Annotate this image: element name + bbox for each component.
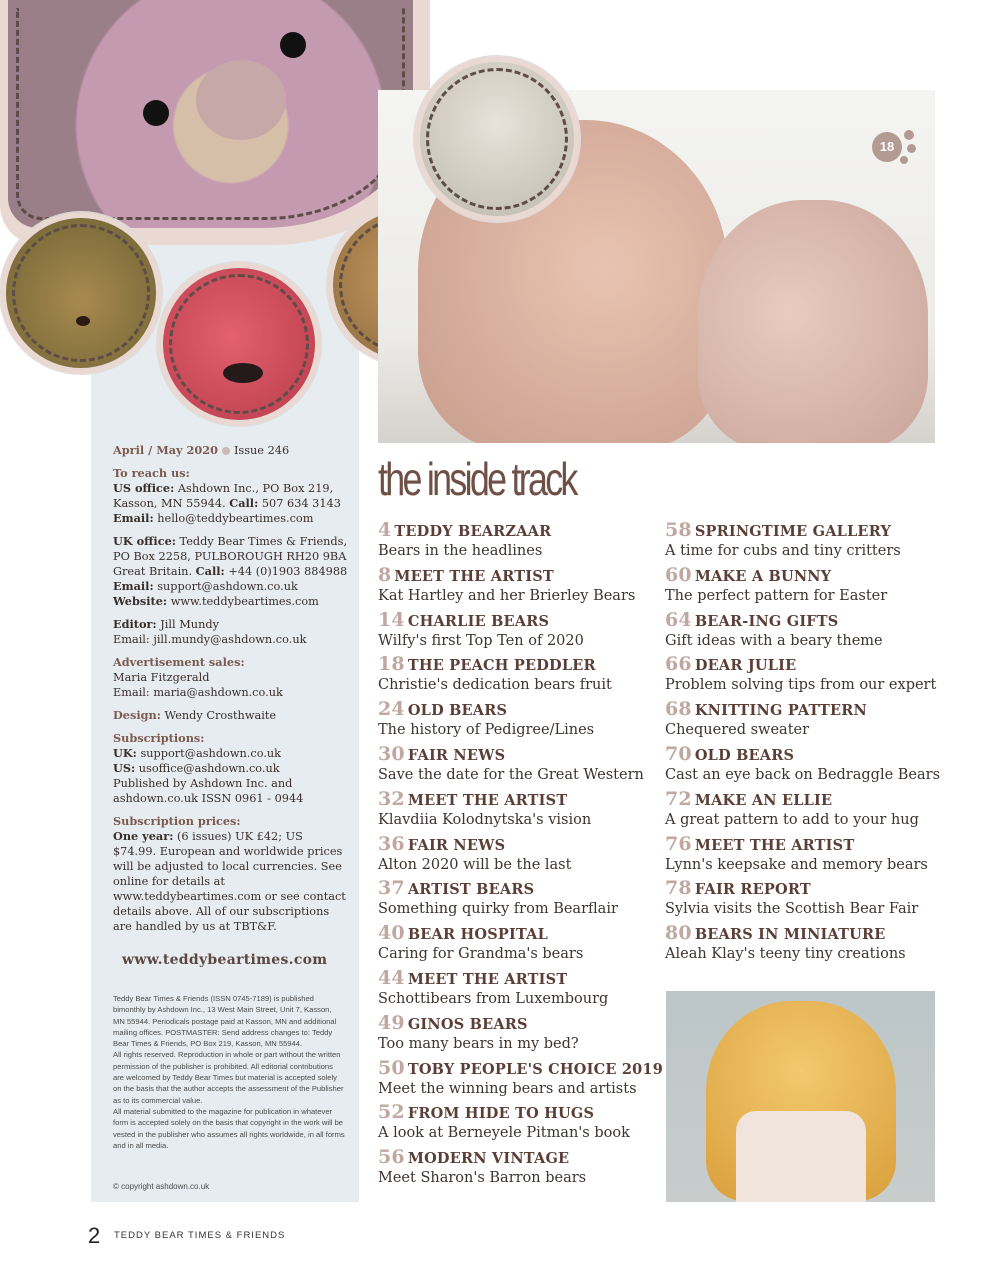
bear-nose [196,60,286,140]
contents-page-number: 8 [378,563,392,586]
contents-entry-heading [378,834,668,856]
contents-entry-description: Meet the winning bears and artists [378,1080,637,1097]
us-office-label: US office: [113,481,175,495]
contents-entry-title: GINOS BEARS [407,1015,528,1033]
contents-entry-heading [378,744,668,766]
issue-date: April / May 2020 [113,443,218,457]
contents-entry-description: Lynn's keepsake and memory bears [665,856,928,873]
subscriptions-heading: Subscriptions: [113,731,205,745]
fine-print-paragraph: All material submitted to the magazine for publication in whatever form is accepted solely on the basis that copyright in the work will be vested in the publisher who assumes all rights worldwide, in all forms and in all media. [113,1106,345,1150]
contents-entry[interactable] [378,789,668,834]
contents-entry-description: Caring for Grandma's bears [378,946,584,963]
contents-page-number: 56 [378,1146,405,1169]
contents-entry-title: SPRINGTIME GALLERY [694,523,892,540]
ad-sales-email: Email: maria@ashdown.co.uk [113,686,283,699]
contents-entry-title: MEET THE ARTIST [694,836,855,854]
contents-entry-heading [665,789,955,811]
contents-page-number: 14 [378,608,405,631]
badge-number: 18 [872,132,902,162]
paw-icon [907,144,916,153]
contents-page-number: 18 [378,653,405,676]
contents-page-number: 68 [665,698,692,721]
contents-right-column [665,520,955,968]
contents-entry-description: Alton 2020 will be the last [378,856,572,873]
us-phone: 507 634 3143 [261,497,341,510]
uk-email: support@ashdown.co.uk [157,580,298,593]
bear-eye [280,32,306,58]
contents-entry-title: TOBY PEOPLE'S CHOICE 2019 [407,1060,664,1078]
contents-entry-description: A time for cubs and tiny critters [665,543,901,559]
website-label: Website: [113,594,168,608]
contents-entry-heading [665,610,955,632]
subs-us-email: usoffice@ashdown.co.uk [138,762,280,775]
website: www.teddybeartimes.com [170,595,319,608]
contents-page-number: 44 [378,966,405,989]
contents-entry-title: ARTIST BEARS [407,881,535,899]
uk-call-label: Call: [195,564,225,578]
page-badge [872,130,916,168]
contents-entry-description: Meet Sharon's Barron bears [378,1170,587,1187]
contents-entry-description: Cast an eye back on Bedraggle Bears [665,766,941,783]
fine-print-paragraph: Teddy Bear Times & Friends (ISSN 0745-7189) is published bimonthly by Ashdown Inc., 13 West Main Street, Unit 7, Kasson, MN 55944. Periodicals postage paid at Kasson, MN and additional mailing offices. POSTMASTER: Send address changes to: Teddy Bear Times & Friends, PO Box 219, Kasson, MN 55944. [113,994,337,1049]
subs-uk-email: support@ashdown.co.uk [140,747,282,760]
contents-entry-description: A great pattern to add to your hug [665,811,919,828]
contents-entry[interactable] [665,744,955,789]
design-label: Design: [113,708,161,722]
contents-page-number: 4 [378,519,392,541]
ad-sales-heading: Advertisement sales: [113,655,245,669]
contents-entry[interactable] [378,565,668,610]
page-number: 2 [88,1223,101,1248]
contents-entry-description: Gift ideas with a beary theme [665,632,883,649]
contents-page-number: 30 [378,742,405,765]
pink-bear-face-photo [8,0,413,228]
contents-entry-title: CHARLIE BEARS [407,612,550,630]
contents-entry-title: TEDDY BEARZAAR [394,523,552,540]
bear-closeup-photo-frame [0,0,430,245]
bear-dress [736,1111,866,1202]
contents-page-number: 40 [378,922,405,945]
contents-entry[interactable] [378,1147,668,1192]
contents-entry[interactable] [378,923,668,968]
subs-us-label: US: [113,761,136,775]
contents-page-number: 24 [378,698,405,721]
copyright: © copyright ashdown.co.uk [113,1182,210,1191]
fine-print [113,993,345,1151]
contents-entry[interactable] [378,699,668,744]
us-call-label: Call: [229,496,259,510]
contents-entry-heading [378,789,668,811]
contents-entry-description: A look at Berneyele Pitman's book [378,1125,630,1142]
contents-entry-heading [378,699,668,721]
one-year-text: (6 issues) UK £42; US $74.99. European and worldwide prices will be adjusted to local currencies. See online for details at www.teddybeartimes.com or see contact details above. All of our subscriptions are handled by us at TBT&F. [113,830,346,933]
publisher-info: Published by Ashdown Inc. and ashdown.co.uk ISSN 0961 - 0944 [113,777,304,805]
contents-entry[interactable] [378,1058,668,1103]
designer-name: Wendy Crosthwaite [164,709,277,722]
contents-entry[interactable] [665,834,955,879]
contents-page-number: 80 [665,922,692,945]
contents-entry-heading [378,520,668,542]
reach-us-heading: To reach us: [113,466,190,480]
contents-page-number: 60 [665,563,692,586]
contents-entry-title: MEET THE ARTIST [407,970,568,988]
contents-entry-title: FAIR NEWS [407,746,506,764]
subs-uk-label: UK: [113,746,137,760]
contents-page-number: 78 [665,877,692,900]
contents-entry-description: Something quirky from Bearflair [378,901,618,918]
contents-entry-heading [665,654,955,676]
contents-entry-heading [665,878,955,900]
contents-entry-title: MEET THE ARTIST [407,791,568,809]
contents-page-number: 37 [378,877,405,900]
contents-entry-description: Klavdiia Kolodnytska's vision [378,811,592,828]
contents-entry[interactable] [665,923,955,968]
contents-entry-title: BEARS IN MINIATURE [694,926,886,944]
contents-entry[interactable] [665,565,955,610]
contents-entry-title: BEAR HOSPITAL [407,926,549,944]
contents-title: the inside track [378,453,576,505]
contents-entry-description: Chequered sweater [665,722,810,739]
contents-entry-heading [378,968,668,990]
contents-entry-title: MEET THE ARTIST [394,567,554,585]
contents-page-number: 50 [378,1056,405,1079]
contents-left-column [378,520,668,1192]
issue-number: Issue 246 [233,444,290,457]
contents-entry-title: KNITTING PATTERN [694,702,867,720]
paw-icon [904,130,914,140]
contents-page-number: 66 [665,653,692,676]
contents-entry-heading [378,565,668,587]
us-email: hello@teddybeartimes.com [157,512,314,525]
contents-page-number: 49 [378,1011,405,1034]
contents-entry[interactable] [665,610,955,655]
uk-email-label: Email: [113,579,154,593]
contents-entry-title: FAIR NEWS [407,836,506,854]
contents-page-number: 58 [665,519,692,541]
contents-entry-title: BEAR-ING GIFTS [694,612,839,630]
uk-office-address: Teddy Bear Times & Friends, PO Box 2258, PULBOROUGH RH20 9BA Great Britain. [113,535,348,578]
contents-entry-heading [378,878,668,900]
contents-entry-title: DEAR JULIE [694,657,797,675]
contents-entry-description: Sylvia visits the Scottish Bear Fair [665,901,919,918]
contents-entry-heading [378,1147,668,1169]
contents-entry[interactable] [378,834,668,879]
ad-sales-name: Maria Fitzgerald [113,671,210,684]
contents-entry[interactable] [665,789,955,834]
editor-name: Jill Mundy [160,618,219,631]
prices-heading: Subscription prices: [113,814,241,828]
uk-office-label: UK office: [113,534,176,548]
contents-entry-title: OLD BEARS [694,746,795,764]
contents-entry-title: MODERN VINTAGE [407,1150,570,1168]
contents-entry[interactable] [665,654,955,699]
golden-bear-circle-photo [0,212,162,374]
contents-entry-title: MAKE AN ELLIE [694,791,833,809]
uk-phone: +44 (0)1903 884988 [228,565,348,578]
website-link[interactable]: www.teddybeartimes.com [122,952,328,968]
bear-nose [76,316,90,326]
contents-entry-heading [665,923,955,945]
yellow-bear-photo [666,991,935,1202]
contents-entry-description: Problem solving tips from our expert [665,677,937,694]
editor-label: Editor: [113,617,157,631]
contents-entry-description: Wilfy's first Top Ten of 2020 [378,632,584,649]
contents-entry-description: Schottibears from Luxembourg [378,990,609,1007]
contents-entry[interactable] [378,1013,668,1058]
contents-entry-description: Christie's dedication bears fruit [378,677,612,694]
contents-page-number: 70 [665,742,692,765]
contents-entry-description: The history of Pedigree/Lines [378,722,595,739]
contents-entry[interactable] [665,699,955,744]
contents-entry-heading [665,565,955,587]
contents-entry-heading [378,654,668,676]
contents-entry[interactable] [378,610,668,655]
contents-entry-heading [378,1058,668,1080]
bear-eye [143,100,169,126]
contents-entry-heading [665,520,955,542]
one-year-label: One year: [113,829,174,843]
contents-entry-heading [378,610,668,632]
contents-entry-heading [378,923,668,945]
fine-print-paragraph: All rights reserved. Reproduction in whole or part without the written permission of the publisher is prohibited. All editorial contributions are welcomed by Teddy Bear Times but material is accepted solely on the basis that the author accepts the assessment of the Publisher as to its commercial value. [113,1050,344,1105]
winged-mouse-circle-photo [414,56,580,222]
contents-page-number: 36 [378,832,405,855]
contents-entry-description: Bears in the headlines [378,543,543,559]
contents-page-number: 32 [378,787,405,810]
contents-entry-heading [665,744,955,766]
contents-entry-description: Too many bears in my bed? [378,1035,579,1052]
contents-entry-title: FAIR REPORT [694,881,811,899]
magazine-name: TEDDY BEAR TIMES & FRIENDS [114,1230,286,1241]
contents-entry[interactable] [665,520,955,565]
small-pink-bear [698,200,928,443]
us-email-label: Email: [113,511,154,525]
contents-entry-description: Kat Hartley and her Brierley Bears [378,587,636,604]
contents-entry[interactable] [378,878,668,923]
contents-entry-title: MAKE A BUNNY [694,567,832,585]
contents-entry[interactable] [378,968,668,1013]
contents-entry-heading [665,699,955,721]
red-bear-circle-photo [157,262,321,426]
contents-entry[interactable] [378,1102,668,1147]
contents-page-number: 76 [665,832,692,855]
contents-entry[interactable] [378,520,668,565]
contents-entry-heading [378,1102,668,1124]
contents-page-number: 52 [378,1101,405,1124]
contents-page-number: 72 [665,787,692,810]
contents-entry[interactable] [378,654,668,699]
editor-email: Email: jill.mundy@ashdown.co.uk [113,633,307,646]
us-office-address: Ashdown Inc., PO Box 219, Kasson, MN 55944. [113,482,334,510]
contents-entry-heading [378,1013,668,1035]
bear-nose [223,363,263,383]
contents-entry-title: FROM HIDE TO HUGS [407,1105,595,1123]
bullet-icon [222,447,230,455]
contents-entry-heading [665,834,955,856]
contents-entry-description: Save the date for the Great Western [378,766,644,783]
contents-entry-description: Aleah Klay's teeny tiny creations [665,946,906,963]
paw-icon [900,156,908,164]
contents-page-number: 64 [665,608,692,631]
contents-entry[interactable] [665,878,955,923]
contents-entry-title: OLD BEARS [407,702,508,720]
masthead-info [113,443,348,942]
contents-entry-description: The perfect pattern for Easter [665,587,888,604]
contents-entry-title: THE PEACH PEDDLER [407,657,596,675]
contents-entry[interactable] [378,744,668,789]
